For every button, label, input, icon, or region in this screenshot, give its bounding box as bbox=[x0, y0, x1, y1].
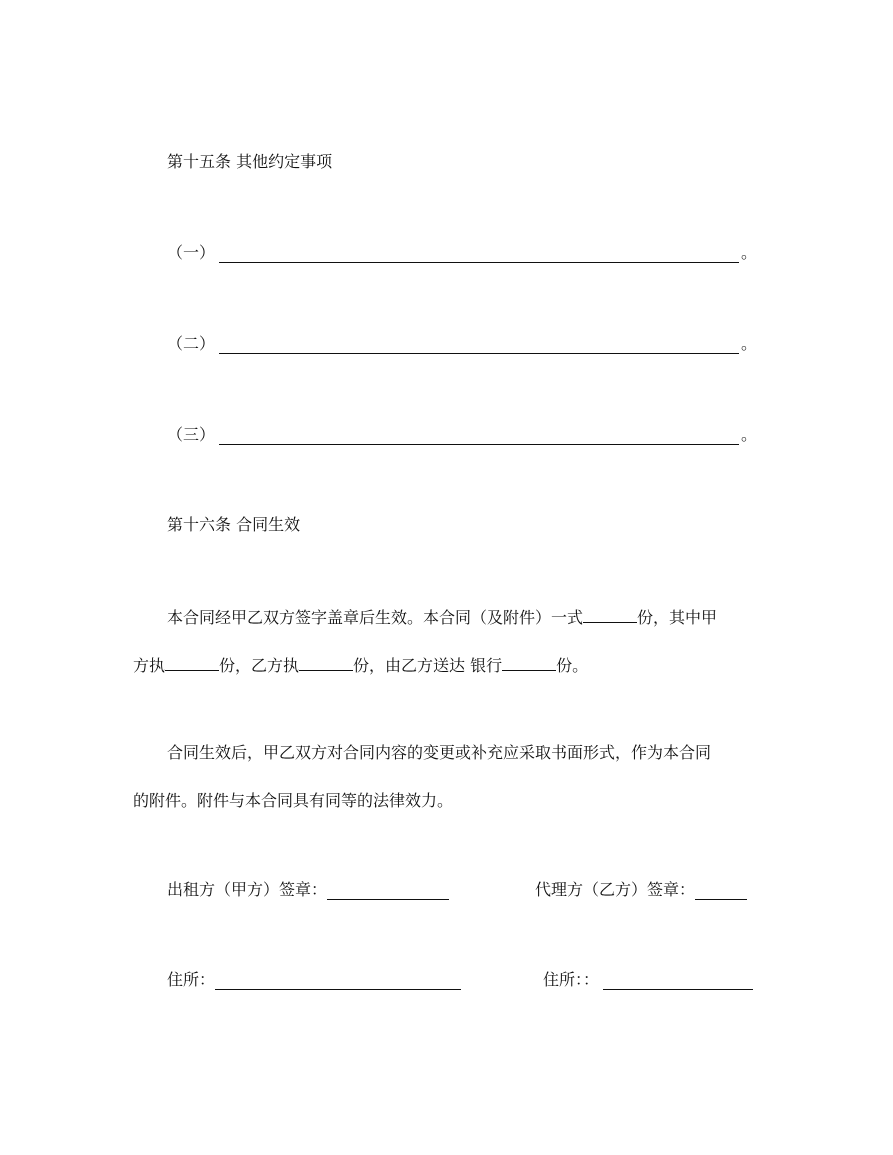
lessor-signature bbox=[167, 880, 449, 900]
article-15-item-1 bbox=[167, 243, 757, 263]
item-3-end: 。 bbox=[740, 425, 757, 444]
article-16-para1-line2 bbox=[133, 654, 588, 676]
article-16-para2-line2: 的附件。附件与本合同具有同等的法律效力。 bbox=[133, 791, 454, 810]
item-2-end: 。 bbox=[740, 334, 757, 353]
item-2-blank[interactable] bbox=[219, 337, 739, 354]
lessor-address-label: 住所： bbox=[167, 970, 216, 989]
item-3-label: （三） bbox=[167, 425, 216, 444]
item-1-end: 。 bbox=[740, 243, 757, 262]
agent-address bbox=[543, 970, 753, 990]
para1-text-f: 份。 bbox=[556, 656, 589, 675]
article-16-para2-line1: 合同生效后，甲乙双方对合同内容的变更或补充应采取书面形式，作为本合同 bbox=[167, 743, 712, 762]
agent-signature-label: 代理方（乙方）签章： bbox=[535, 880, 696, 899]
agent-signature bbox=[535, 880, 747, 900]
item-1-label: （一） bbox=[167, 243, 216, 262]
para1-text-a: 本合同经甲乙双方签字盖章后生效。本合同（及附件）一式 bbox=[167, 608, 584, 627]
item-2-label: （二） bbox=[167, 334, 216, 353]
item-1-blank[interactable] bbox=[219, 246, 739, 263]
copies-party-a-blank[interactable] bbox=[165, 654, 219, 671]
article-16-para1-line1 bbox=[167, 606, 717, 628]
copies-total-blank[interactable] bbox=[583, 606, 637, 623]
agent-address-blank[interactable] bbox=[603, 973, 753, 990]
lessor-signature-blank[interactable] bbox=[327, 883, 449, 900]
para1-text-b: 份，其中甲 bbox=[637, 608, 718, 627]
para1-text-d: 份，乙方执 bbox=[219, 656, 300, 675]
lessor-address bbox=[167, 970, 461, 990]
article-15-title: 第十五条 其他约定事项 bbox=[167, 152, 333, 171]
agent-signature-blank[interactable] bbox=[695, 883, 747, 900]
agent-address-label: 住所：： bbox=[543, 970, 600, 989]
article-16-title: 第十六条 合同生效 bbox=[167, 515, 301, 534]
item-3-blank[interactable] bbox=[219, 428, 739, 445]
para1-text-e: 份，由乙方送达 银行 bbox=[353, 656, 503, 675]
lessor-address-blank[interactable] bbox=[215, 973, 461, 990]
article-15-item-3 bbox=[167, 425, 757, 445]
article-15-item-2 bbox=[167, 334, 757, 354]
para1-text-c: 方执 bbox=[133, 656, 166, 675]
copies-party-b-blank[interactable] bbox=[299, 654, 353, 671]
copies-bank-blank[interactable] bbox=[502, 654, 556, 671]
lessor-signature-label: 出租方（甲方）签章： bbox=[167, 880, 328, 899]
